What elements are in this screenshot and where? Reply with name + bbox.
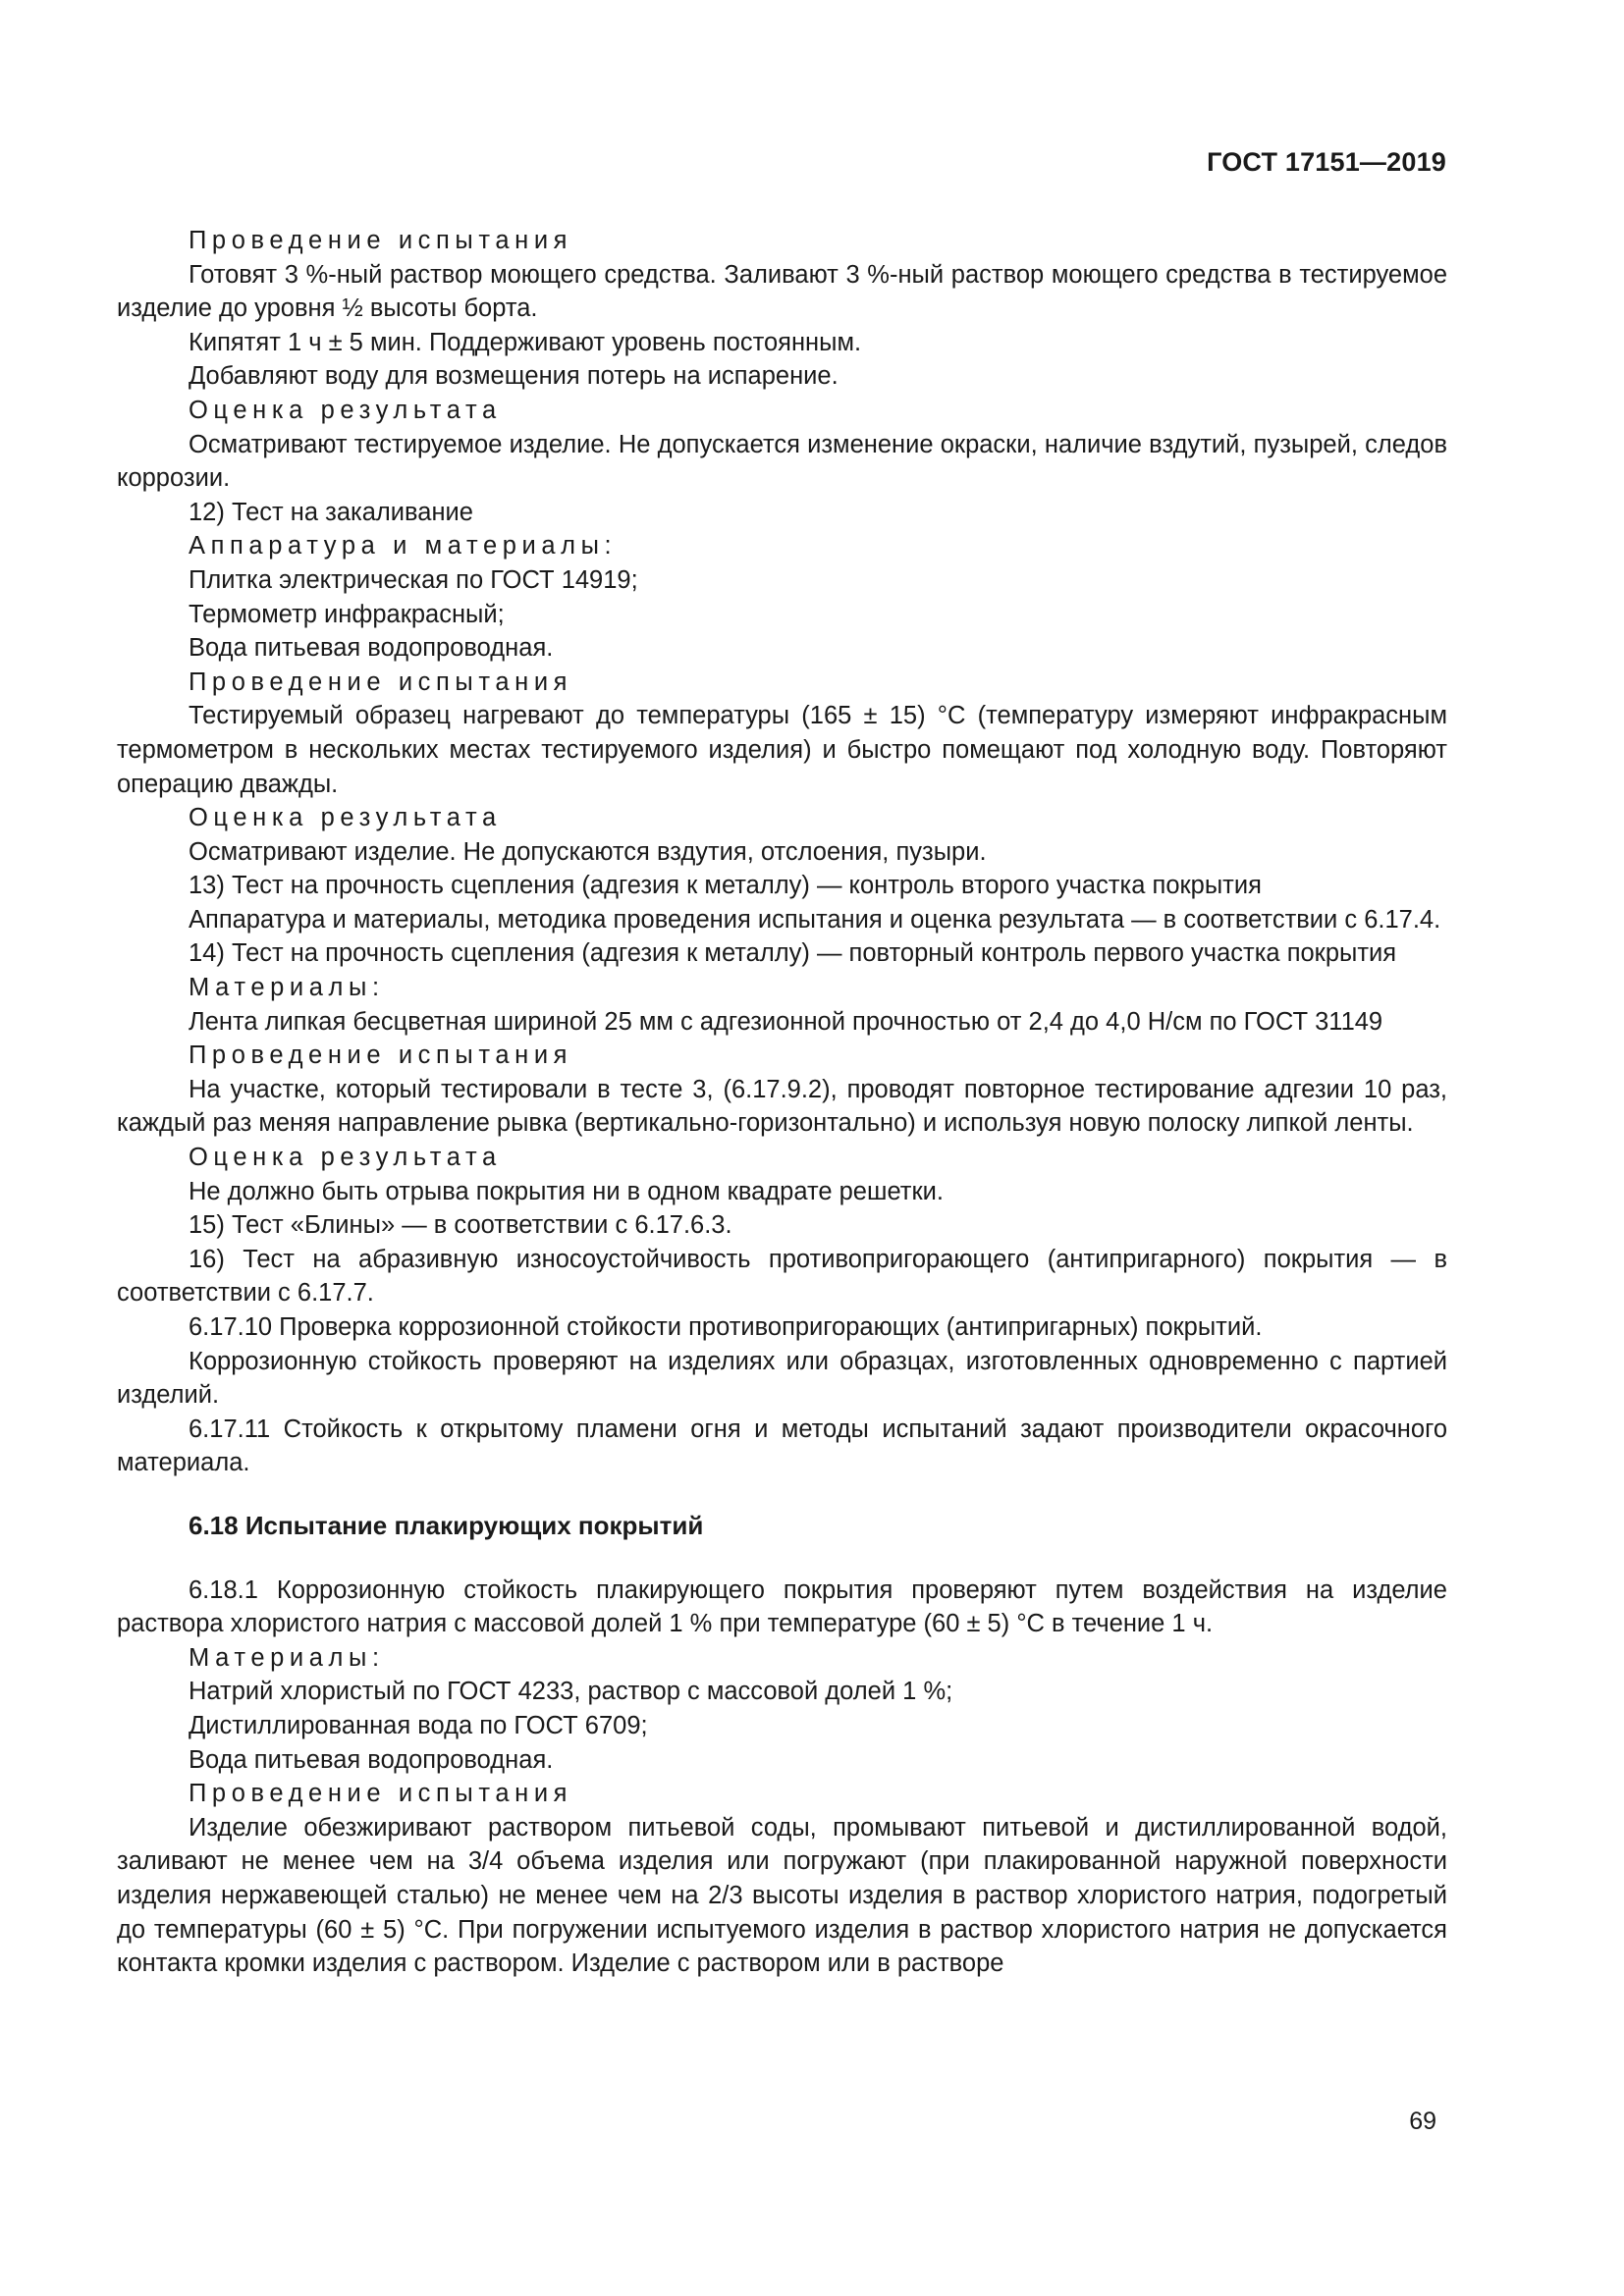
subsection-label: Оценка результата — [189, 804, 502, 832]
body-paragraph: Тестируемый образец нагревают до температуры (165 ± 15) °С (температуру измеряют инфракрасным термометром в нескольких местах тестируемого изделия) и быстро помещают под холодную воду. Повторяют операцию дважды. — [117, 702, 1447, 798]
body-paragraph: Лента липкая бесцветная шириной 25 мм с адгезионной прочностью от 2,4 до 4,0 Н/см по ГОСТ 31149 — [189, 1007, 1383, 1036]
subsection-label: Оценка результата — [189, 1144, 502, 1172]
body-paragraph: Кипятят 1 ч ± 5 мин. Поддерживают уровень постоянным. — [189, 328, 862, 356]
body-paragraph: Осматривают изделие. Не допускаются вздутия, отслоения, пузыри. — [189, 837, 987, 866]
body-paragraph: Натрий хлористый по ГОСТ 4233, раствор с массовой долей 1 %; — [189, 1678, 953, 1706]
body-paragraph: Коррозионную стойкость проверяют на изделиях или образцах, изготовленных одновременно с партией изделий. — [117, 1347, 1447, 1410]
body-paragraph: 14) Тест на прочность сцепления (адгезия к металлу) — повторный контроль первого участка покрытия — [189, 939, 1397, 968]
body-paragraph: Дистиллированная вода по ГОСТ 6709; — [189, 1711, 648, 1739]
body-paragraph: Плитка электрическая по ГОСТ 14919; — [189, 565, 638, 594]
body-paragraph: 6.17.11 Стойкость к открытому пламени огня и методы испытаний задают производители окрасочного материала. — [117, 1415, 1447, 1477]
subsection-label: Проведение испытания — [189, 227, 573, 254]
body-paragraph: Добавляют воду для возмещения потерь на испарение. — [189, 362, 839, 391]
body-paragraph: Готовят 3 %-ный раствор моющего средства. Заливают 3 %-ный раствор моющего средства в тестируемое изделие до уровня ½ высоты борта. — [117, 260, 1447, 323]
body-paragraph: Осматривают тестируемое изделие. Не допускается изменение окраски, наличие вздутий, пузырей, следов коррозии. — [117, 430, 1447, 493]
document-body — [117, 224, 1447, 1981]
body-paragraph: Аппаратура и материалы, методика проведения испытания и оценка результата — в соответствии с 6.17.4. — [189, 905, 1441, 934]
body-paragraph: 13) Тест на прочность сцепления (адгезия к металлу) — контроль второго участка покрытия — [189, 872, 1262, 900]
body-paragraph: Вода питьевая водопроводная. — [189, 634, 554, 663]
body-paragraph: Термометр инфракрасный; — [189, 600, 505, 628]
subsection-label: Аппаратура и материалы: — [189, 532, 618, 561]
subsection-label: Оценка результата — [189, 396, 502, 424]
body-paragraph: 6.18.1 Коррозионную стойкость плакирующего покрытия проверяют путем воздействия на изделие раствора хлористого натрия с массовой долей 1 % при температуре (60 ± 5) °С в течение 1 ч. — [117, 1575, 1447, 1638]
page-number: 69 — [1409, 2108, 1436, 2135]
subsection-label: Материалы: — [189, 974, 385, 1002]
body-paragraph: Вода питьевая водопроводная. — [189, 1745, 554, 1774]
body-paragraph: На участке, который тестировали в тесте 3, (6.17.9.2), проводят повторное тестирование адгезии 10 раз, каждый раз меняя направление рывка (вертикально-горизонтально) и используя новую полоску липкой ленты. — [117, 1075, 1447, 1138]
subsection-label: Материалы: — [189, 1643, 385, 1672]
body-paragraph: 12) Тест на закаливание — [189, 498, 473, 526]
body-paragraph: 16) Тест на абразивную износоустойчивость противопригорающего (антипригарного) покрытия — в соответствии с 6.17.7. — [117, 1245, 1447, 1308]
subsection-label: Проведение испытания — [189, 667, 573, 696]
subsection-label: Проведение испытания — [189, 1780, 573, 1808]
body-paragraph: Изделие обезжиривают раствором питьевой соды, промывают питьевой и дистиллированной водой, заливают не менее чем на 3/4 объема изделия или погружают (при плакированной наружной поверхности изделия нержавеющей сталью) не менее чем на 2/3 высоты изделия в раствор хлористого натрия, подогретый до температуры (60 ± 5) °С. При погружении испытуемого изделия в раствор хлористого натрия не допускается контакта кромки изделия с раствором. Изделие с раствором или в растворе — [117, 1813, 1447, 1978]
section-heading: 6.18 Испытание плакирующих покрытий — [189, 1510, 704, 1540]
body-paragraph: Не должно быть отрыва покрытия ни в одном квадрате решетки. — [189, 1177, 944, 1205]
body-paragraph: 15) Тест «Блины» — в соответствии с 6.17.6.3. — [189, 1211, 732, 1240]
document-header: ГОСТ 17151—2019 — [1207, 147, 1446, 177]
body-paragraph: 6.17.10 Проверка коррозионной стойкости противопригорающих (антипригарных) покрытий. — [189, 1313, 1263, 1341]
subsection-label: Проведение испытания — [189, 1041, 573, 1070]
